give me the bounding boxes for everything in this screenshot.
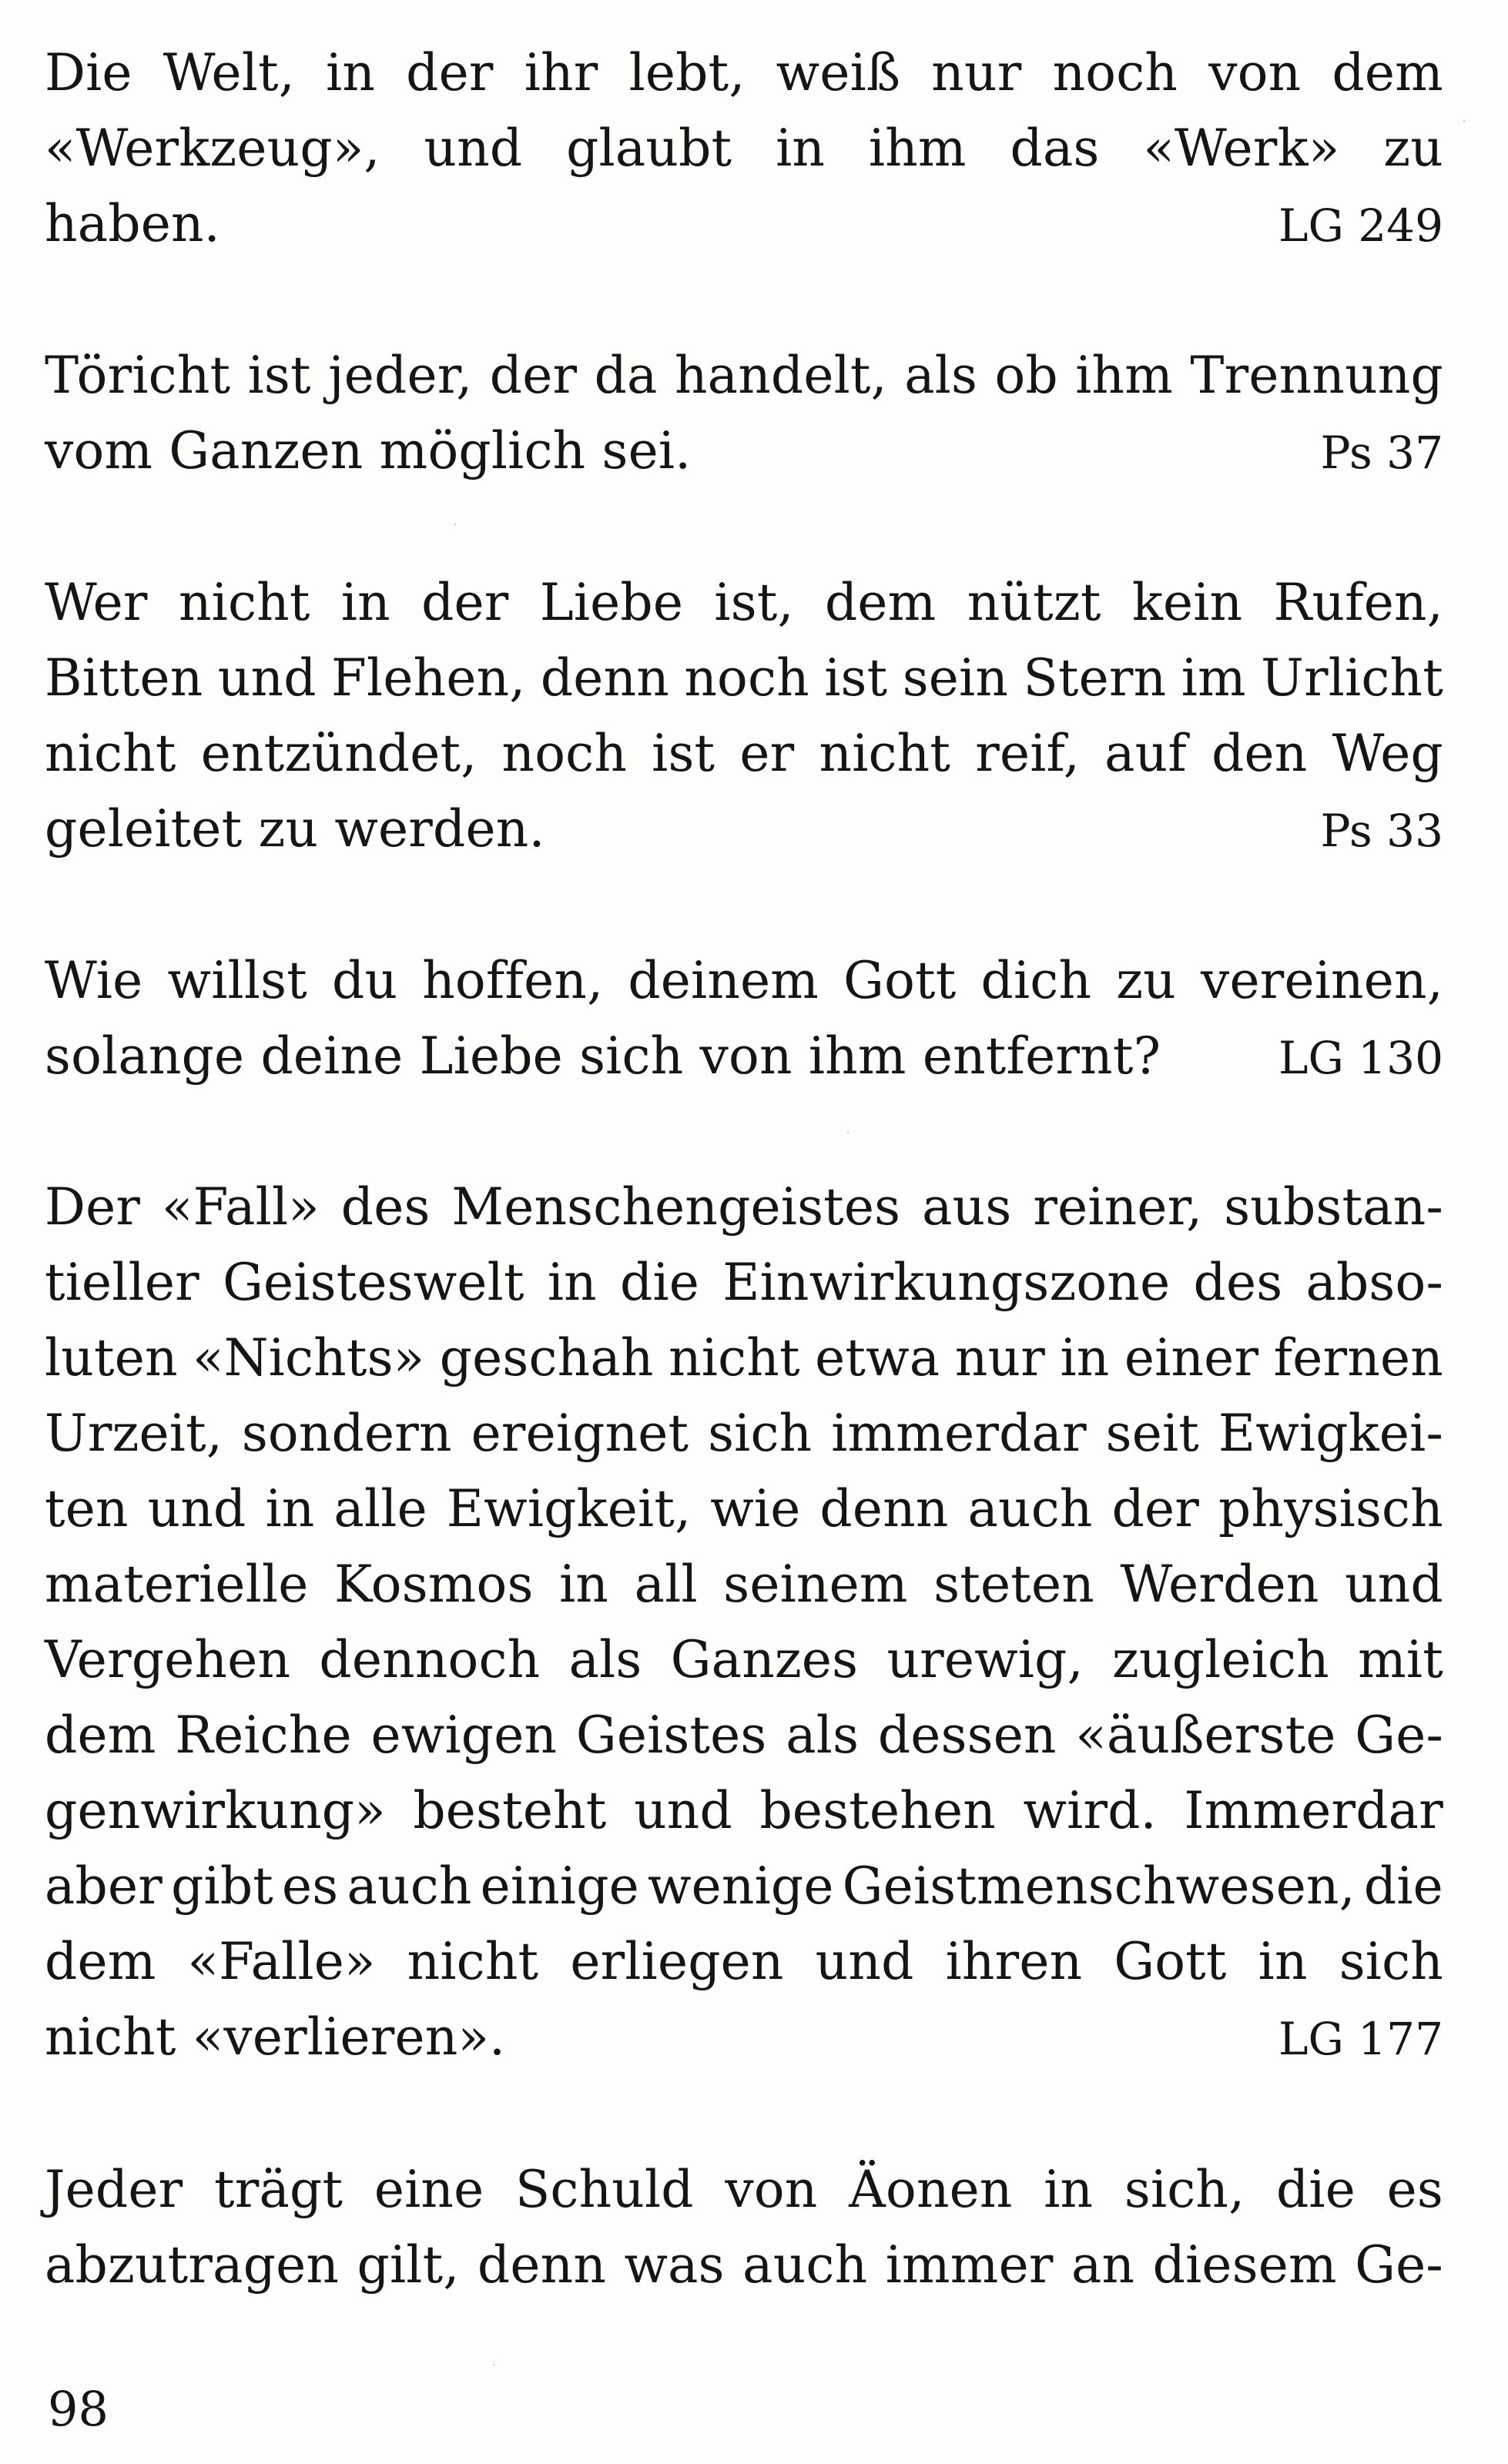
word: nicht — [407, 1932, 539, 1991]
word: wie — [710, 1479, 801, 1538]
text-line — [45, 1396, 1443, 1471]
word: immer — [885, 2235, 1054, 2295]
word: als — [786, 1706, 860, 1765]
word: seit — [1105, 1404, 1200, 1463]
text-line — [45, 1773, 1443, 1849]
word: nützt — [967, 573, 1101, 632]
word: der — [406, 43, 494, 102]
word: «Falle» — [187, 1932, 376, 1991]
word: bestehen — [759, 1781, 996, 1840]
word: wenige — [647, 1856, 834, 1916]
aphorism-1 — [45, 35, 1443, 262]
source-reference: Ps 37 — [1320, 427, 1443, 479]
word: ihm — [1075, 346, 1174, 405]
word: in — [776, 119, 826, 178]
word: denn — [819, 1479, 949, 1538]
text-line — [45, 1170, 1443, 1245]
word: vereinen, — [1200, 951, 1443, 1010]
word: des — [340, 1177, 431, 1237]
word: zu — [1116, 951, 1176, 1010]
word: zu — [1383, 119, 1443, 178]
word: Immerdar — [1184, 1781, 1443, 1840]
word: Kosmos — [334, 1555, 534, 1614]
word: es — [282, 1856, 339, 1916]
word: von — [1208, 43, 1302, 102]
word: nicht — [45, 724, 176, 783]
word: eine — [374, 2160, 484, 2219]
word: steten — [933, 1555, 1094, 1614]
word: «Fall» — [162, 1177, 320, 1237]
word: dich — [980, 951, 1092, 1010]
word: ihren — [945, 1932, 1083, 1991]
text-line-with-reference — [45, 1019, 1443, 1094]
word: ewigen — [370, 1706, 558, 1765]
word: abso- — [1305, 1253, 1443, 1312]
text-line-with-reference — [45, 792, 1443, 867]
word: physisch — [1218, 1479, 1443, 1538]
text-line: solange deine Liebe sich von ihm entfernt? — [45, 1026, 1161, 1086]
word: hoffen, — [422, 951, 604, 1010]
text-line — [45, 1245, 1443, 1321]
word: Vergehen — [45, 1630, 291, 1689]
word: der — [489, 346, 578, 405]
word: Ewigkei- — [1218, 1404, 1443, 1463]
text-line — [45, 338, 1443, 413]
word: dem — [45, 1932, 156, 1991]
text-line — [45, 1622, 1443, 1698]
aphorism-4 — [45, 943, 1443, 1094]
word: was — [624, 2235, 725, 2295]
word: nicht — [819, 724, 951, 783]
word: Jeder — [45, 2160, 183, 2219]
word: trägt — [214, 2160, 343, 2219]
word: ob — [994, 346, 1058, 405]
text-line-with-reference — [45, 186, 1443, 262]
text-line — [45, 1849, 1443, 1924]
word: nicht — [178, 573, 310, 632]
word: sein — [902, 648, 1009, 708]
word: zugleich — [1112, 1630, 1329, 1689]
text-line — [45, 641, 1443, 716]
word: deinem — [628, 951, 819, 1010]
text-line — [45, 1471, 1443, 1547]
word: in — [340, 573, 390, 632]
page-number: 98 — [48, 2381, 109, 2437]
word: du — [332, 951, 398, 1010]
text-line-with-reference — [45, 413, 1443, 489]
word: den — [1211, 724, 1308, 783]
text-line: nicht «verlieren». — [45, 2007, 506, 2067]
word: einer — [1124, 1328, 1259, 1388]
word: denn — [540, 648, 669, 708]
word: der — [1111, 1479, 1200, 1538]
paper-speck — [454, 524, 456, 525]
word: dennoch — [319, 1630, 541, 1689]
word: noch — [1052, 43, 1178, 102]
paper-speck — [493, 2364, 494, 2365]
word: ereignet — [471, 1404, 689, 1463]
word: und — [424, 119, 523, 178]
word: und — [147, 1479, 246, 1538]
word: das — [1010, 119, 1100, 178]
word: fernen — [1273, 1328, 1443, 1388]
word: Trennung — [1190, 346, 1443, 405]
word: substan- — [1224, 1177, 1443, 1237]
text-line — [45, 565, 1443, 641]
word: ihr — [524, 43, 598, 102]
word: der — [421, 573, 509, 632]
word: und — [815, 1932, 914, 1991]
word: sich, — [1124, 2160, 1245, 2219]
word: Urlicht — [1261, 648, 1443, 708]
word: reiner, — [1033, 1177, 1203, 1237]
word: «Nichts» — [193, 1328, 425, 1388]
word: Flehen, — [331, 648, 526, 708]
word: in — [1044, 2160, 1094, 2219]
word: Wie — [45, 951, 143, 1010]
word: handelt, — [674, 346, 887, 405]
word: Ge- — [1355, 2235, 1443, 2295]
word: Stern — [1023, 648, 1167, 708]
word: nur — [954, 1328, 1045, 1388]
word: kein — [1131, 573, 1243, 632]
word: in — [1060, 1328, 1110, 1388]
word: «Werkzeug», — [45, 119, 380, 178]
word: geschah — [439, 1328, 654, 1388]
word: dem — [45, 1706, 156, 1765]
word: seinem — [723, 1555, 908, 1614]
text-line — [45, 35, 1443, 111]
word: Werden — [1120, 1555, 1319, 1614]
word: Weg — [1332, 724, 1443, 783]
word: da — [594, 346, 658, 405]
word: in — [1258, 1932, 1308, 1991]
word: noch — [501, 724, 628, 783]
text-line — [45, 111, 1443, 186]
word: als — [568, 1630, 642, 1689]
word: etwa — [815, 1328, 940, 1388]
word: all — [634, 1555, 698, 1614]
word: dem — [1332, 43, 1443, 102]
word: die — [1363, 1856, 1443, 1916]
word: jeder, — [328, 346, 473, 405]
word: und — [217, 648, 317, 708]
text-line — [45, 1698, 1443, 1773]
word: die — [1275, 2160, 1356, 2219]
text-line — [45, 1321, 1443, 1396]
source-reference: LG 249 — [1278, 199, 1443, 252]
word: «äußerste — [1075, 1706, 1336, 1765]
word: an — [1071, 2235, 1135, 2295]
word: auch — [742, 2235, 868, 2295]
word: reif, — [975, 724, 1080, 783]
text-line — [45, 716, 1443, 792]
word: Geistmenschwesen, — [842, 1856, 1356, 1916]
word: Ge- — [1355, 1706, 1443, 1765]
word: Gott — [1114, 1932, 1227, 1991]
word: mit — [1358, 1630, 1443, 1689]
word: denn — [477, 2235, 607, 2295]
word: es — [1386, 2160, 1443, 2219]
word: Menschengeistes — [451, 1177, 901, 1237]
word: noch — [684, 648, 809, 708]
word: als — [904, 346, 978, 405]
word: nicht — [669, 1328, 800, 1388]
word: Liebe — [539, 573, 684, 632]
word: aus — [922, 1177, 1012, 1237]
word: Schuld — [515, 2160, 694, 2219]
word: tieller — [45, 1253, 199, 1312]
word: und — [634, 1781, 732, 1840]
text-line — [45, 1547, 1443, 1622]
text-line — [45, 2152, 1443, 2228]
text-line-with-reference — [45, 2000, 1443, 2075]
word: Geistes — [575, 1706, 767, 1765]
word: Ewigkeit, — [446, 1479, 692, 1538]
word: gibt — [171, 1856, 273, 1916]
word: auch — [967, 1479, 1093, 1538]
word: sondern — [241, 1404, 452, 1463]
word: Welt, — [163, 43, 295, 102]
word: «Werk» — [1143, 119, 1340, 178]
word: besteht — [413, 1781, 607, 1840]
word: Die — [45, 43, 132, 102]
word: weiß — [776, 43, 901, 102]
word: dessen — [877, 1706, 1057, 1765]
word: gilt, — [357, 2235, 460, 2295]
word: erliegen — [570, 1932, 784, 1991]
word: und — [1345, 1555, 1443, 1614]
aphorism-5 — [45, 1170, 1443, 2075]
word: Geisteswelt — [223, 1253, 524, 1312]
word: Töricht — [45, 346, 231, 405]
word: Reiche — [175, 1706, 352, 1765]
word: materielle — [45, 1555, 309, 1614]
word: alle — [333, 1479, 427, 1538]
source-reference: LG 130 — [1278, 1032, 1443, 1084]
word: ihm — [868, 119, 967, 178]
word: in — [547, 1253, 597, 1312]
word: Wer — [45, 573, 148, 632]
word: er — [739, 724, 795, 783]
word: lebt, — [628, 43, 746, 102]
word: abzutragen — [45, 2235, 340, 2295]
text-line — [45, 2228, 1443, 2303]
text-line: geleitet zu werden. — [45, 799, 545, 859]
word: ist, — [714, 573, 794, 632]
paper-speck — [847, 1132, 849, 1133]
word: luten — [45, 1328, 178, 1388]
word: genwirkung» — [45, 1781, 386, 1840]
word: ist — [824, 648, 888, 708]
word: diesem — [1152, 2235, 1337, 2295]
word: in — [326, 43, 376, 102]
word: willst — [167, 951, 307, 1010]
word: die — [620, 1253, 700, 1312]
word: sich — [708, 1404, 813, 1463]
aphorism-2 — [45, 338, 1443, 489]
word: sich — [1339, 1932, 1443, 1991]
word: von — [725, 2160, 818, 2219]
word: glaubt — [566, 119, 732, 178]
word: in — [265, 1479, 315, 1538]
word: auf — [1104, 724, 1187, 783]
text-line: vom Ganzen möglich sei. — [45, 421, 692, 480]
word: urewig, — [886, 1630, 1084, 1689]
word: auch — [347, 1856, 472, 1916]
word: Urzeit, — [45, 1404, 223, 1463]
word: des — [1193, 1253, 1283, 1312]
word: ist — [247, 346, 311, 405]
word: in — [559, 1555, 609, 1614]
word: Rufen, — [1273, 573, 1443, 632]
word: Ganzes — [670, 1630, 859, 1689]
word: immerdar — [831, 1404, 1087, 1463]
word: einige — [480, 1856, 639, 1916]
aphorism-6 — [45, 2152, 1443, 2303]
word: Äonen — [849, 2160, 1013, 2219]
paper-speck — [1463, 120, 1465, 122]
source-reference: Ps 33 — [1320, 805, 1443, 857]
text-line — [45, 1924, 1443, 2000]
word: im — [1181, 648, 1246, 708]
word: aber — [45, 1856, 163, 1916]
aphorism-3 — [45, 565, 1443, 867]
word: Einwirkungszone — [722, 1253, 1171, 1312]
word: dem — [824, 573, 937, 632]
word: Gott — [843, 951, 957, 1010]
text-line: haben. — [45, 194, 220, 253]
word: ist — [652, 724, 715, 783]
word: Der — [45, 1177, 141, 1237]
word: Bitten — [45, 648, 203, 708]
word: nur — [931, 43, 1022, 102]
word: wird. — [1023, 1781, 1157, 1840]
word: entzündet, — [200, 724, 478, 783]
source-reference: LG 177 — [1278, 2013, 1443, 2065]
text-line — [45, 943, 1443, 1019]
word: ten — [45, 1479, 129, 1538]
